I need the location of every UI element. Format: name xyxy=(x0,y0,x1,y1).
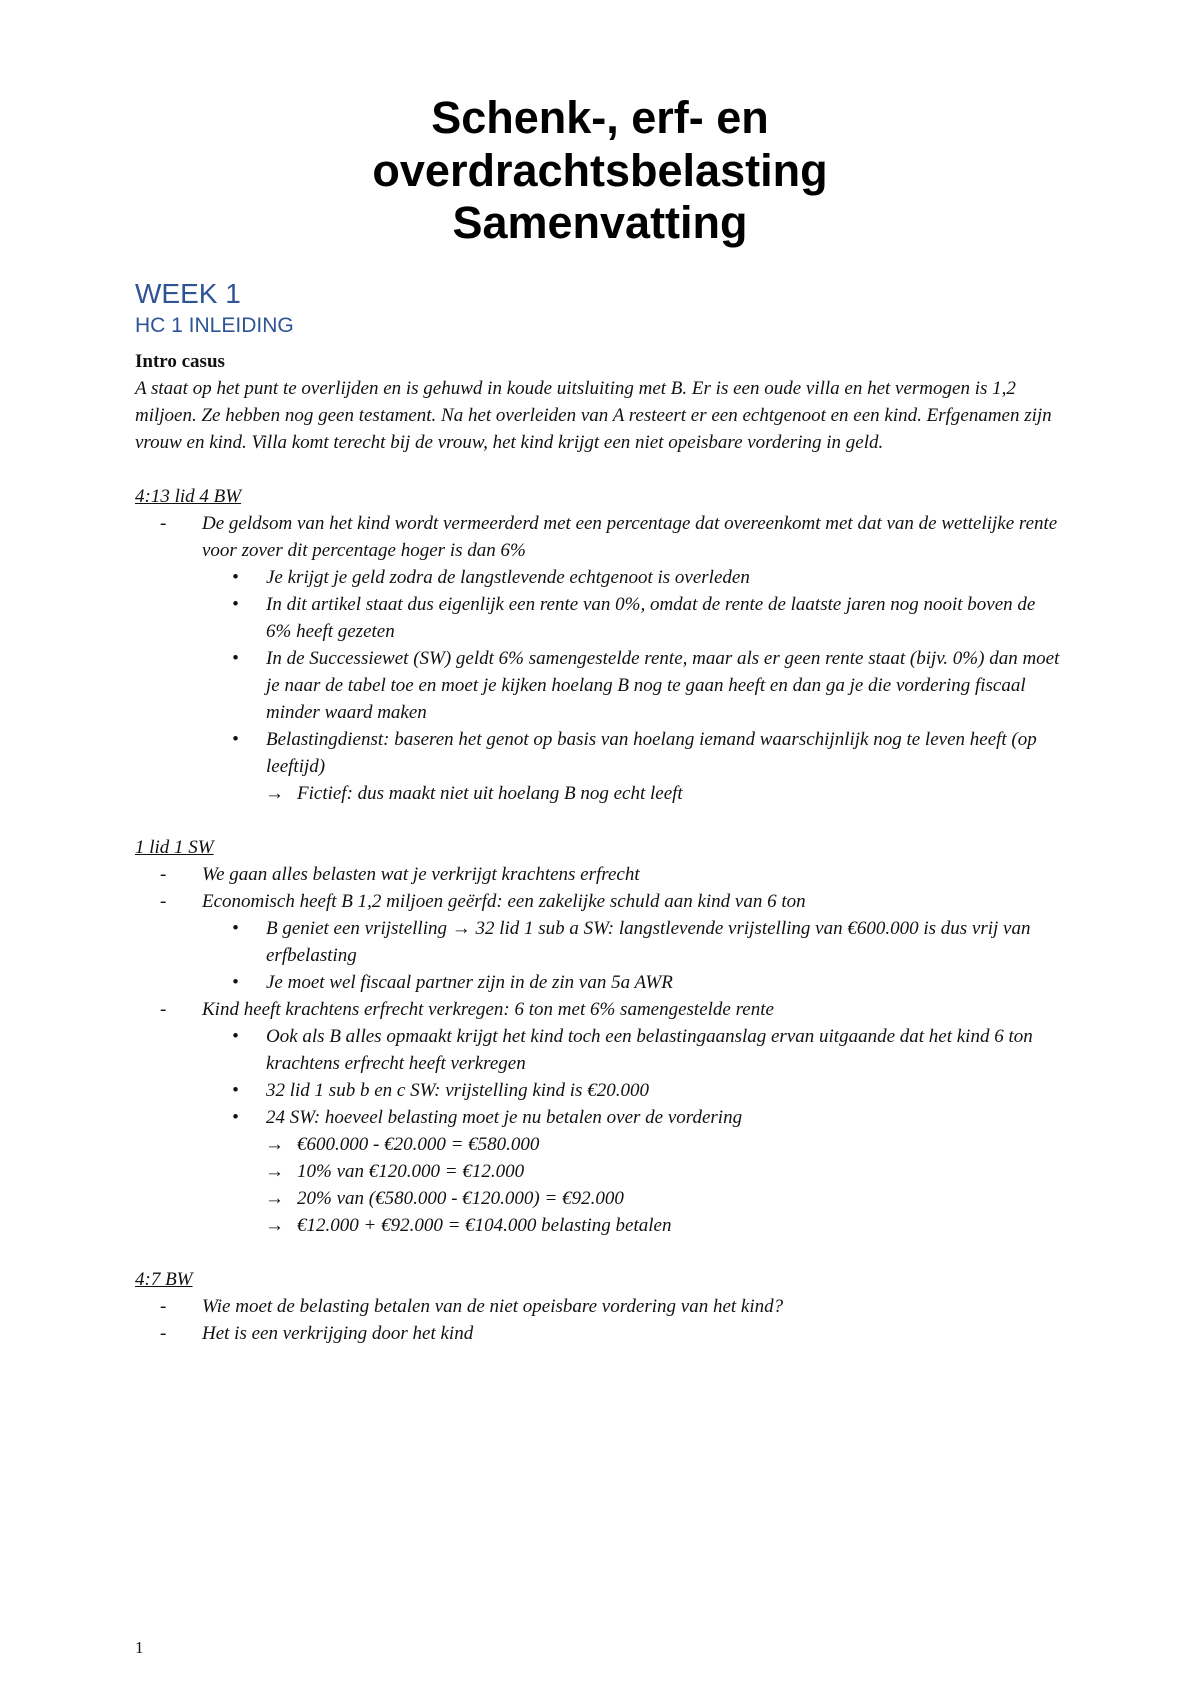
document-title: Schenk-, erf- en overdrachtsbelasting Samenvatting xyxy=(372,92,828,249)
list-item xyxy=(135,591,1065,645)
list-item-text: €12.000 + €92.000 = €104.000 belasting betalen xyxy=(297,1214,672,1236)
list-item xyxy=(135,1158,1065,1185)
section-47-bw xyxy=(135,1266,1065,1347)
list-item xyxy=(135,996,1065,1023)
list-item-text: De geldsom van het kind wordt vermeerderd met een percentage dat overeenkomt met dat van de wettelijke rente voor zover dit percentage hoger is dan 6% xyxy=(202,512,1058,561)
section-413-lid-4-bw xyxy=(135,483,1065,807)
list-item xyxy=(135,1077,1065,1104)
list-item-text: Ook als B alles opmaakt krijgt het kind toch een belastingaanslag ervan uitgaande dat het kind 6 ton krachtens erfrecht heeft verkregen xyxy=(266,1025,1033,1074)
list-item xyxy=(135,969,1065,996)
list-item-text: Fictief: dus maakt niet uit hoelang B nog echt leeft xyxy=(297,782,683,804)
arrow-icon: → xyxy=(265,1160,284,1182)
list-item-text: Economisch heeft B 1,2 miljoen geërfd: een zakelijke schuld aan kind van 6 ton xyxy=(202,890,806,912)
arrow-icon: → xyxy=(265,782,284,804)
list-item xyxy=(135,1104,1065,1131)
list-item xyxy=(135,780,1065,807)
bullet-icon: • xyxy=(232,1079,239,1101)
dash-icon: - xyxy=(160,863,167,885)
list-item-text: Het is een verkrijging door het kind xyxy=(202,1322,474,1344)
dash-icon: - xyxy=(160,1295,167,1317)
list-item-text: In de Successiewet (SW) geldt 6% samengestelde rente, maar als er geen rente staat (bijv. 0%) dan moet je naar de tabel toe en moet je kijken hoelang B nog te gaan heeft en dan ga je die vordering fiscaal minder waard maken xyxy=(266,647,1060,723)
list-item xyxy=(135,1212,1065,1239)
list-item xyxy=(135,1131,1065,1158)
bullet-icon: • xyxy=(232,1025,239,1047)
list-item-text: 32 lid 1 sub b en c SW: vrijstelling kind is €20.000 xyxy=(266,1079,649,1101)
page-number: 1 xyxy=(135,1638,144,1657)
bullet-icon: • xyxy=(232,647,239,669)
list-item-text: 24 SW: hoeveel belasting moet je nu betalen over de vordering xyxy=(266,1106,743,1128)
intro-casus-paragraph: A staat op het punt te overlijden en is gehuwd in koude uitsluiting met B. Er is een oude villa en het vermogen is 1,2 miljoen. Ze hebben nog geen testament. Na het overleiden van A resteert er een echtgenoot en een kind. Erfgenamen zijn vrouw en kind. Villa komt terecht bij de vrouw, het kind krijgt een niet opeisbare vordering in geld. xyxy=(135,377,1052,453)
list-item xyxy=(135,1185,1065,1212)
list-item-text: €600.000 - €20.000 = €580.000 xyxy=(297,1133,540,1155)
section-1-lid-1-sw xyxy=(135,834,1065,1239)
list-item-text: 20% van (€580.000 - €120.000) = €92.000 xyxy=(297,1187,624,1209)
bullet-icon: • xyxy=(232,593,239,615)
list-item xyxy=(135,915,1065,969)
list-item-text: We gaan alles belasten wat je verkrijgt krachtens erfrecht xyxy=(202,863,640,885)
arrow-icon: → xyxy=(265,1214,284,1236)
list-item-text: 10% van €120.000 = €12.000 xyxy=(297,1160,525,1182)
bullet-icon: • xyxy=(232,1106,239,1128)
dash-icon: - xyxy=(160,1322,167,1344)
list-item-text: Wie moet de belasting betalen van de niet opeisbare vordering van het kind? xyxy=(202,1295,784,1317)
list-item xyxy=(135,861,1065,888)
section-heading: 4:7 BW xyxy=(135,1268,193,1290)
list-item xyxy=(135,1293,1065,1320)
arrow-icon: → xyxy=(265,1187,284,1209)
list-item-text: Je krijgt je geld zodra de langstlevende echtgenoot is overleden xyxy=(266,566,750,588)
list-item xyxy=(135,1023,1065,1077)
intro-casus-heading: Intro casus xyxy=(135,350,225,372)
lecture-heading: HC 1 INLEIDING xyxy=(135,313,294,337)
list-item xyxy=(135,888,1065,915)
list-item-text: In dit artikel staat dus eigenlijk een rente van 0%, omdat de rente de laatste jaren nog nooit boven de 6% heeft gezeten xyxy=(266,593,1036,642)
list-item xyxy=(135,564,1065,591)
bullet-icon: • xyxy=(232,728,239,750)
bullet-icon: • xyxy=(232,917,239,939)
dash-icon: - xyxy=(160,512,167,534)
list-item xyxy=(135,726,1065,780)
list-item xyxy=(135,1320,1065,1347)
list-item-text: Belastingdienst: baseren het genot op basis van hoelang iemand waarschijnlijk nog te leven heeft (op leeftijd) xyxy=(266,728,1037,777)
list-item xyxy=(135,645,1065,726)
list-item-text: B geniet een vrijstelling → 32 lid 1 sub a SW: langstlevende vrijstelling van €600.000 is dus vrij van erfbelasting xyxy=(266,917,1031,966)
dash-icon: - xyxy=(160,890,167,912)
section-heading: 1 lid 1 SW xyxy=(135,836,214,858)
week-heading: WEEK 1 xyxy=(135,277,241,309)
list-item-text: Kind heeft krachtens erfrecht verkregen: 6 ton met 6% samengestelde rente xyxy=(202,998,774,1020)
bullet-icon: • xyxy=(232,971,239,993)
arrow-icon: → xyxy=(265,1133,284,1155)
bullet-icon: • xyxy=(232,566,239,588)
section-heading: 4:13 lid 4 BW xyxy=(135,485,242,507)
dash-icon: - xyxy=(160,998,167,1020)
list-item-text: Je moet wel fiscaal partner zijn in de zin van 5a AWR xyxy=(266,971,673,993)
list-item xyxy=(135,510,1065,564)
